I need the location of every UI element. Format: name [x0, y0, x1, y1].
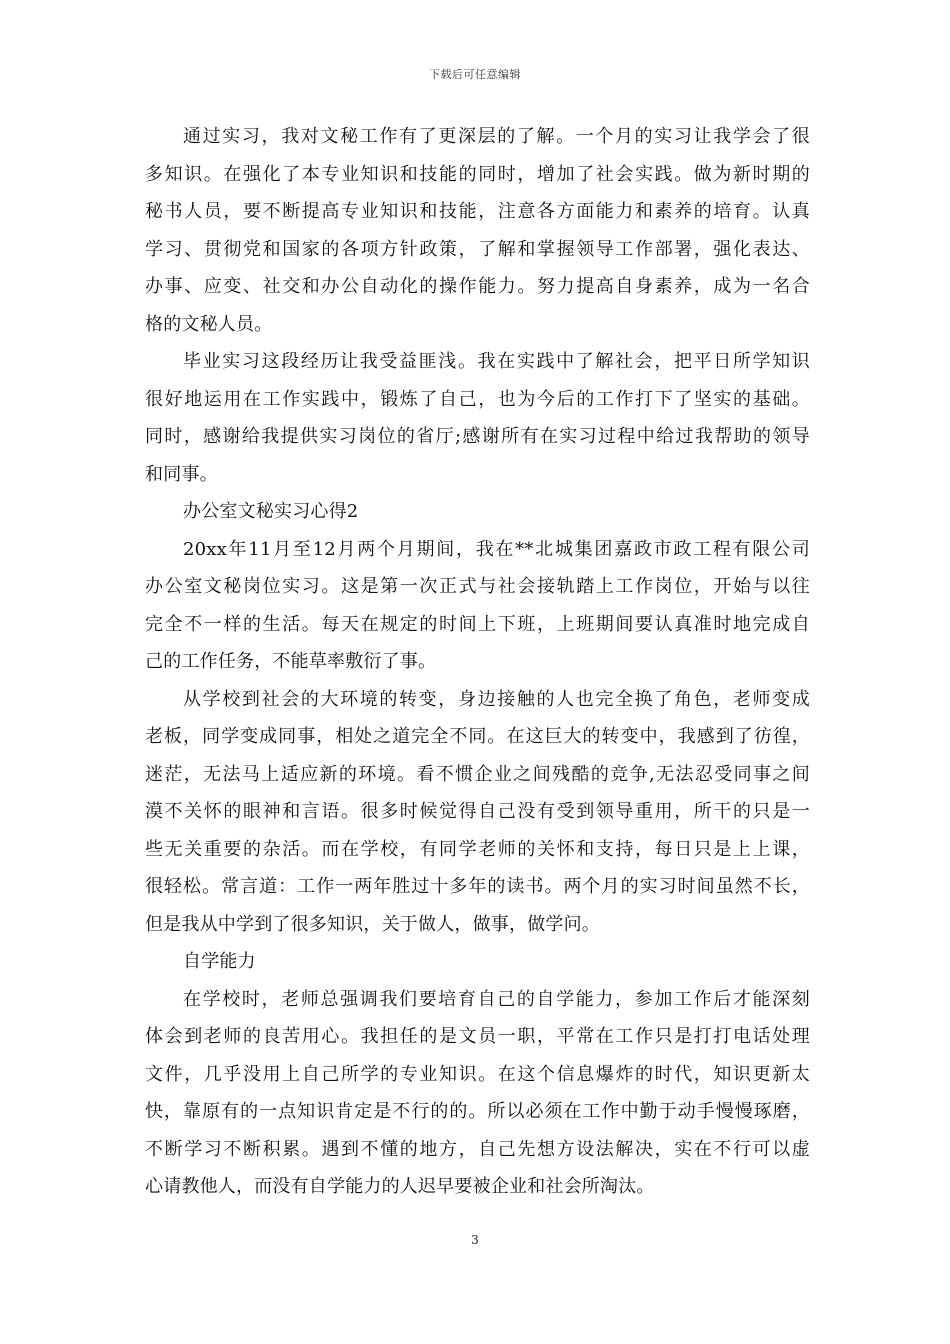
- page-header: 下载后可任意编辑: [429, 68, 521, 81]
- text-line: 格的文秘人员。: [145, 313, 273, 335]
- document-body: [145, 118, 810, 1206]
- text-line: 从学校到社会的大环境的转变，身边接触的人也完全换了角色，老师变成: [183, 688, 810, 710]
- text-line: 体会到老师的良苦用心。我担任的是文员一职，平常在工作只是打打电话处理: [145, 1026, 810, 1047]
- text-line: 和同事。: [145, 463, 218, 485]
- paragraph: [145, 681, 810, 944]
- page-number: 3: [471, 1233, 479, 1247]
- text-line: 20xx年11月至12月两个月期间，我在**北城集团嘉政市政工程有限公司: [183, 538, 810, 560]
- text-line: 很好地运用在工作实践中，锻炼了自己，也为今后的工作打下了坚实的基础。: [145, 388, 810, 410]
- text-line: 些无关重要的杂活。而在学校，有同学老师的关怀和支持，每日只是上上课，: [145, 838, 810, 860]
- text-line: 完全不一样的生活。每天在规定的时间上下班，上班期间要认真准时地完成自: [145, 613, 810, 635]
- paragraph: [145, 981, 810, 1206]
- text-line: 办事、应变、社交和办公自动化的操作能力。努力提高自身素养，成为一名合: [145, 276, 810, 297]
- text-line: 毕业实习这段经历让我受益匪浅。我在实践中了解社会，把平日所学知识: [183, 351, 810, 372]
- paragraph: [145, 531, 810, 681]
- text-line: 同时，感谢给我提供实习岗位的省厅;感谢所有在实习过程中给过我帮助的领导: [145, 426, 810, 447]
- heading-text: 办公室文秘实习心得2: [183, 501, 359, 522]
- text-line: 老板，同学变成同事，相处之道完全不同。在这巨大的转变中，我感到了彷徨，: [145, 726, 810, 747]
- text-line: 多知识。在强化了本专业知识和技能的同时，增加了社会实践。做为新时期的: [145, 163, 810, 185]
- text-line: 学习、贯彻党和国家的各项方针政策，了解和掌握领导工作部署，强化表达、: [145, 238, 810, 260]
- text-line: 迷茫，无法马上适应新的环境。看不惯企业之间残酷的竞争,无法忍受同事之间: [145, 763, 810, 785]
- paragraph: [145, 343, 810, 493]
- text-line: 在学校时，老师总强调我们要培育自己的自学能力，参加工作后才能深刻: [183, 988, 810, 1010]
- section-heading: [145, 493, 810, 531]
- text-line: 快，靠原有的一点知识肯定是不行的的。所以必须在工作中勤于动手慢慢琢磨，: [145, 1101, 810, 1122]
- text-line: 漠不关怀的眼神和言语。很多时候觉得自己没有受到领导重用，所干的只是一: [145, 801, 810, 822]
- text-line: 通过实习，我对文秘工作有了更深层的了解。一个月的实习让我学会了很: [183, 126, 810, 147]
- text-line: 心请教他人，而没有自学能力的人迟早要被企业和社会所淘汰。: [145, 1176, 655, 1197]
- text-line: 己的工作任务，不能草率敷衍了事。: [145, 651, 437, 672]
- text-line: 但是我从中学到了很多知识，关于做人，做事，做学问。: [145, 913, 600, 935]
- section-heading: [145, 943, 810, 981]
- text-line: 办公室文秘岗位实习。这是第一次正式与社会接轨踏上工作岗位，开始与以往: [145, 576, 810, 597]
- heading-text: 自学能力: [183, 951, 256, 972]
- paragraph: [145, 118, 810, 343]
- text-line: 很轻松。常言道：工作一两年胜过十多年的读书。两个月的实习时间虽然不长，: [145, 876, 810, 897]
- text-line: 秘书人员，要不断提高专业知识和技能，注意各方面能力和素养的培育。认真: [145, 201, 810, 222]
- text-line: 文件，几乎没用上自己所学的专业知识。在这个信息爆炸的时代，知识更新太: [145, 1063, 810, 1085]
- text-line: 不断学习不断积累。遇到不懂的地方，自己先想方设法解决，实在不行可以虚: [145, 1138, 810, 1160]
